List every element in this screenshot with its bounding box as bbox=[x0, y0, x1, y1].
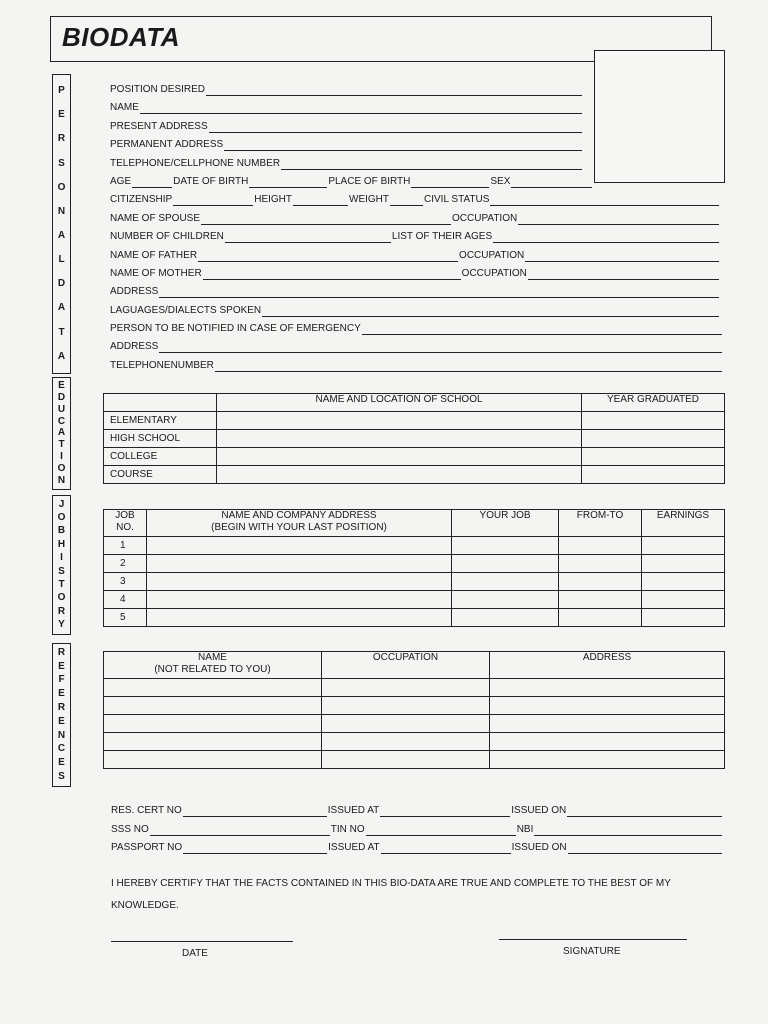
label-sss: SSS NO bbox=[111, 824, 149, 835]
references-header-name bbox=[104, 652, 322, 679]
education-level-label: COLLEGE bbox=[104, 448, 217, 466]
certification-text: I HEREBY CERTIFY THAT THE FACTS CONTAINED IN THIS BIO-DATA ARE TRUE AND COMPLETE TO THE BEST OF MY KNOWLEDGE. bbox=[111, 878, 671, 911]
job-company-cell[interactable] bbox=[147, 573, 452, 591]
sidebar-letter: S bbox=[58, 771, 65, 783]
signature-line[interactable] bbox=[499, 938, 687, 940]
reference-address-cell[interactable] bbox=[490, 733, 725, 751]
job-header-company-line1: NAME AND COMPANY ADDRESS bbox=[221, 510, 377, 521]
sidebar-letter: E bbox=[58, 109, 65, 121]
label-civil-status: CIVIL STATUS bbox=[424, 194, 490, 205]
sidebar-letter: B bbox=[57, 525, 66, 537]
label-issued-on: ISSUED ON bbox=[511, 805, 567, 816]
sidebar-letter: D bbox=[57, 391, 66, 403]
job-dates-cell[interactable] bbox=[559, 609, 642, 627]
education-header-row bbox=[104, 394, 725, 412]
label-res-cert: RES. CERT NO bbox=[111, 805, 182, 816]
sidebar-references bbox=[52, 643, 71, 787]
sidebar-letter: A bbox=[57, 230, 66, 242]
job-header-no bbox=[104, 510, 147, 537]
education-school-cell[interactable] bbox=[217, 448, 582, 466]
job-header-company-line2: (BEGIN WITH YOUR LAST POSITION) bbox=[211, 522, 387, 533]
label-spouse-occupation: OCCUPATION bbox=[452, 213, 518, 224]
job-title-cell[interactable] bbox=[452, 555, 559, 573]
sidebar-job-history bbox=[52, 495, 71, 635]
sidebar-letter: T bbox=[58, 439, 65, 451]
label-address: ADDRESS bbox=[110, 286, 159, 297]
job-dates-cell[interactable] bbox=[559, 555, 642, 573]
label-father-occupation: OCCUPATION bbox=[459, 250, 525, 261]
table-row bbox=[104, 591, 725, 609]
job-company-cell[interactable] bbox=[147, 591, 452, 609]
reference-address-cell[interactable] bbox=[490, 697, 725, 715]
field-name[interactable] bbox=[110, 96, 583, 114]
label-citizenship: CITIZENSHIP bbox=[110, 194, 173, 205]
table-row bbox=[104, 555, 725, 573]
reference-name-cell[interactable] bbox=[104, 715, 322, 733]
job-dates-cell[interactable] bbox=[559, 537, 642, 555]
field-citizenship-row[interactable] bbox=[110, 188, 720, 206]
label-languages: LAGUAGES/DIALECTS SPOKEN bbox=[110, 305, 262, 316]
photo-box[interactable] bbox=[594, 50, 725, 183]
sidebar-letter: S bbox=[58, 157, 65, 169]
label-present-address: PRESENT ADDRESS bbox=[110, 121, 208, 132]
table-row bbox=[104, 430, 725, 448]
reference-occupation-cell[interactable] bbox=[322, 697, 490, 715]
reference-occupation-cell[interactable] bbox=[322, 751, 490, 769]
job-company-cell[interactable] bbox=[147, 609, 452, 627]
label-spouse: NAME OF SPOUSE bbox=[110, 213, 201, 224]
label-ages: LIST OF THEIR AGES bbox=[391, 231, 493, 242]
sidebar-letter: H bbox=[57, 538, 66, 550]
job-company-cell[interactable] bbox=[147, 555, 452, 573]
field-mother-row[interactable] bbox=[110, 262, 720, 280]
label-pob: PLACE OF BIRTH bbox=[328, 176, 411, 187]
job-title-cell[interactable] bbox=[452, 591, 559, 609]
sidebar-letter: O bbox=[57, 592, 66, 604]
references-header-row bbox=[104, 652, 725, 679]
table-row bbox=[104, 412, 725, 430]
field-telephone[interactable] bbox=[110, 152, 583, 170]
references-header-name-line1: NAME bbox=[198, 652, 227, 663]
sidebar-letter: U bbox=[57, 403, 66, 415]
job-header-earnings: EARNINGS bbox=[642, 510, 725, 537]
job-number: 5 bbox=[104, 609, 147, 627]
job-title-cell[interactable] bbox=[452, 609, 559, 627]
table-row bbox=[104, 466, 725, 484]
job-header-no-line1: JOB bbox=[115, 510, 135, 521]
reference-name-cell[interactable] bbox=[104, 733, 322, 751]
sidebar-letter: S bbox=[58, 565, 65, 577]
label-sex: SEX bbox=[490, 176, 511, 187]
education-header-school: NAME AND LOCATION OF SCHOOL bbox=[217, 394, 582, 412]
education-year-cell[interactable] bbox=[582, 466, 725, 484]
label-father: NAME OF FATHER bbox=[110, 250, 198, 261]
label-tin: TIN NO bbox=[330, 824, 365, 835]
label-weight: WEIGHT bbox=[349, 194, 390, 205]
label-emergency: PERSON TO BE NOTIFIED IN CASE OF EMERGENCY bbox=[110, 323, 361, 334]
references-header-address: ADDRESS bbox=[490, 652, 725, 679]
reference-address-cell[interactable] bbox=[490, 751, 725, 769]
job-header-your-job: YOUR JOB bbox=[452, 510, 559, 537]
education-header-level bbox=[104, 394, 217, 412]
label-position-desired: POSITION DESIRED bbox=[110, 84, 206, 95]
job-earnings-cell[interactable] bbox=[642, 573, 725, 591]
sidebar-letter: R bbox=[57, 605, 66, 617]
job-number: 2 bbox=[104, 555, 147, 573]
job-history-table bbox=[103, 509, 725, 627]
label-emergency-telephone: TELEPHONENUMBER bbox=[110, 360, 214, 371]
label-height: HEIGHT bbox=[254, 194, 293, 205]
sidebar-letter: E bbox=[58, 757, 65, 769]
job-title-cell[interactable] bbox=[452, 537, 559, 555]
field-position-desired[interactable] bbox=[110, 78, 583, 96]
sidebar-letter: T bbox=[58, 579, 65, 591]
field-res-cert-row[interactable] bbox=[111, 799, 723, 817]
job-title-cell[interactable] bbox=[452, 573, 559, 591]
education-level-label: HIGH SCHOOL bbox=[104, 430, 217, 448]
label-issued-at: ISSUED AT bbox=[327, 805, 380, 816]
education-year-cell[interactable] bbox=[582, 448, 725, 466]
sidebar-letter: N bbox=[57, 474, 66, 486]
sidebar-letter: R bbox=[57, 646, 66, 658]
field-permanent-address[interactable] bbox=[110, 133, 583, 151]
sidebar-letter: A bbox=[57, 302, 66, 314]
table-row bbox=[104, 573, 725, 591]
education-level-label: COURSE bbox=[104, 466, 217, 484]
references-header-name-line2: (NOT RELATED TO YOU) bbox=[154, 664, 271, 675]
sidebar-letter: C bbox=[57, 415, 66, 427]
sidebar-letter: P bbox=[58, 85, 65, 97]
sidebar-letter: T bbox=[58, 326, 65, 338]
sidebar-letter: R bbox=[57, 133, 66, 145]
job-dates-cell[interactable] bbox=[559, 591, 642, 609]
table-row bbox=[104, 609, 725, 627]
sidebar-letter: L bbox=[58, 254, 65, 266]
sidebar-letter: N bbox=[57, 205, 66, 217]
label-nbi: NBI bbox=[516, 824, 534, 835]
education-table bbox=[103, 393, 725, 484]
table-row bbox=[104, 751, 725, 769]
label-permanent-address: PERMANENT ADDRESS bbox=[110, 139, 224, 150]
table-row bbox=[104, 537, 725, 555]
job-earnings-cell[interactable] bbox=[642, 591, 725, 609]
job-earnings-cell[interactable] bbox=[642, 555, 725, 573]
sidebar-letter: D bbox=[57, 278, 66, 290]
reference-name-cell[interactable] bbox=[104, 751, 322, 769]
field-emergency-address[interactable] bbox=[110, 335, 723, 353]
date-line[interactable] bbox=[111, 940, 293, 942]
job-header-row bbox=[104, 510, 725, 537]
reference-name-cell[interactable] bbox=[104, 679, 322, 697]
references-header-occupation: OCCUPATION bbox=[322, 652, 490, 679]
sidebar-letter: F bbox=[58, 674, 65, 686]
table-row bbox=[104, 733, 725, 751]
sidebar-letter: Y bbox=[58, 619, 65, 631]
education-level-label: ELEMENTARY bbox=[104, 412, 217, 430]
sidebar-letter: R bbox=[57, 702, 66, 714]
reference-occupation-cell[interactable] bbox=[322, 679, 490, 697]
sidebar-education bbox=[52, 377, 71, 490]
sidebar-letter: N bbox=[57, 729, 66, 741]
signature-label: SIGNATURE bbox=[563, 946, 621, 957]
sidebar-letter: E bbox=[58, 715, 65, 727]
job-header-company bbox=[147, 510, 452, 537]
field-emergency[interactable] bbox=[110, 317, 723, 335]
field-present-address[interactable] bbox=[110, 115, 583, 133]
field-passport-row[interactable] bbox=[111, 836, 723, 854]
label-dob: DATE OF BIRTH bbox=[173, 176, 249, 187]
reference-occupation-cell[interactable] bbox=[322, 715, 490, 733]
job-header-from-to: FROM-TO bbox=[559, 510, 642, 537]
job-number: 4 bbox=[104, 591, 147, 609]
education-header-year: YEAR GRADUATED bbox=[582, 394, 725, 412]
job-number: 1 bbox=[104, 537, 147, 555]
reference-address-cell[interactable] bbox=[490, 715, 725, 733]
reference-occupation-cell[interactable] bbox=[322, 733, 490, 751]
table-row bbox=[104, 697, 725, 715]
job-number: 3 bbox=[104, 573, 147, 591]
field-address[interactable] bbox=[110, 280, 720, 298]
label-mother: NAME OF MOTHER bbox=[110, 268, 202, 279]
field-sss-row[interactable] bbox=[111, 818, 723, 836]
label-telephone: TELEPHONE/CELLPHONE NUMBER bbox=[110, 158, 281, 169]
date-label: DATE bbox=[182, 948, 208, 959]
label-passport: PASSPORT NO bbox=[111, 842, 183, 853]
references-table bbox=[103, 651, 725, 769]
reference-address-cell[interactable] bbox=[490, 679, 725, 697]
sidebar-letter: E bbox=[58, 379, 65, 391]
education-year-cell[interactable] bbox=[582, 412, 725, 430]
sidebar-letter: E bbox=[58, 660, 65, 672]
education-school-cell[interactable] bbox=[217, 466, 582, 484]
label-passport-issued-at: ISSUED AT bbox=[328, 842, 380, 853]
label-passport-issued-on: ISSUED ON bbox=[511, 842, 567, 853]
job-earnings-cell[interactable] bbox=[642, 609, 725, 627]
sidebar-letter: E bbox=[58, 688, 65, 700]
sidebar-letter: A bbox=[57, 350, 66, 362]
page-title: BIODATA bbox=[62, 22, 181, 52]
table-row bbox=[104, 679, 725, 697]
field-emergency-telephone[interactable] bbox=[110, 354, 723, 372]
job-dates-cell[interactable] bbox=[559, 573, 642, 591]
education-year-cell[interactable] bbox=[582, 430, 725, 448]
sidebar-letter: A bbox=[57, 427, 66, 439]
sidebar-letter: C bbox=[57, 743, 66, 755]
job-header-no-line2: NO. bbox=[116, 522, 134, 533]
label-name: NAME bbox=[110, 102, 139, 113]
job-company-cell[interactable] bbox=[147, 537, 452, 555]
label-emergency-address: ADDRESS bbox=[110, 341, 159, 352]
sidebar-letter: I bbox=[60, 451, 63, 463]
education-school-cell[interactable] bbox=[217, 412, 582, 430]
sidebar-letter: J bbox=[58, 498, 65, 510]
sidebar-personal-data bbox=[52, 74, 71, 374]
label-age: AGE bbox=[110, 176, 132, 187]
table-row bbox=[104, 448, 725, 466]
sidebar-letter: O bbox=[57, 512, 66, 524]
field-father-row[interactable] bbox=[110, 244, 720, 262]
sidebar-letter: I bbox=[60, 552, 63, 564]
sidebar-letter: O bbox=[57, 463, 66, 475]
field-children-row[interactable] bbox=[110, 225, 720, 243]
job-earnings-cell[interactable] bbox=[642, 537, 725, 555]
label-mother-occupation: OCCUPATION bbox=[461, 268, 527, 279]
reference-name-cell[interactable] bbox=[104, 697, 322, 715]
field-languages[interactable] bbox=[110, 299, 720, 317]
field-spouse-row[interactable] bbox=[110, 207, 720, 225]
field-age-row[interactable] bbox=[110, 170, 593, 188]
label-children: NUMBER OF CHILDREN bbox=[110, 231, 224, 242]
sidebar-letter: O bbox=[57, 181, 66, 193]
table-row bbox=[104, 715, 725, 733]
education-school-cell[interactable] bbox=[217, 430, 582, 448]
